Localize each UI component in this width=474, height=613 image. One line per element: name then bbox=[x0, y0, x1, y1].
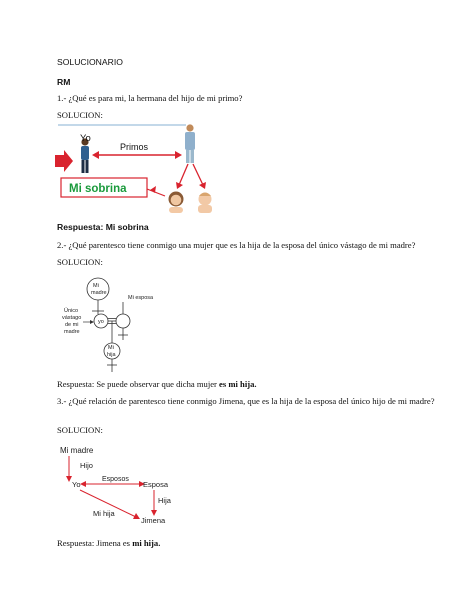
q3-solution-label: SOLUCION: bbox=[57, 425, 103, 435]
section-heading: RM bbox=[57, 77, 71, 87]
esposos-arrow-left-icon bbox=[80, 481, 86, 487]
q2-mi-hija-line2: hija bbox=[107, 352, 116, 358]
q3-jimena-label: Jimena bbox=[141, 516, 166, 525]
q2-question: 2.- ¿Qué parentesco tiene conmigo una mujer que es la hija de la esposa del único vástago de mi madre? bbox=[57, 240, 416, 250]
q2-unico-line1: Único bbox=[64, 308, 79, 314]
q3-esposos-label: Esposos bbox=[102, 476, 129, 483]
q2-mi-madre-line2: madre bbox=[91, 290, 107, 296]
q2-solution-label: SOLUCION: bbox=[57, 257, 103, 267]
q2-unico-line4: madre bbox=[64, 329, 80, 335]
q3-esposa-label: Esposa bbox=[143, 480, 169, 489]
q1-primos-label: Primos bbox=[120, 142, 149, 152]
document-title: SOLUCIONARIO bbox=[57, 57, 123, 67]
q3-yo-label: Yo bbox=[72, 480, 81, 489]
q1-result-label: Mi sobrina bbox=[69, 183, 127, 195]
q2-answer-text: Respuesta: Se puede observar que dicha mujer bbox=[57, 379, 220, 389]
q3-mi-hija-label: Mi hija bbox=[93, 509, 115, 518]
q2-mi-madre-line1: Mi bbox=[93, 283, 99, 289]
q3-mi-madre-label: Mi madre bbox=[60, 446, 94, 455]
q3-answer-text: Respuesta: Jimena es bbox=[57, 538, 133, 548]
q2-unico-line3: de mi bbox=[65, 322, 79, 328]
q3-answer-bold: mi hija. bbox=[132, 538, 161, 548]
q1-yo-label: Yo bbox=[80, 133, 91, 144]
q2-answer-bold: es mi hija. bbox=[219, 379, 257, 389]
q2-mi-esposa-label: Mi esposa bbox=[128, 295, 154, 301]
q1-answer-value: Mi sobrina bbox=[105, 222, 149, 232]
q1-answer-label: Respuesta: bbox=[57, 222, 104, 232]
q2-yo-label: yo bbox=[98, 319, 104, 325]
q3-question: 3.- ¿Qué relación de parentesco tiene conmigo Jimena, que es la hija de la esposa del único hijo de mi madre? bbox=[57, 396, 435, 406]
q3-hija-label: Hija bbox=[158, 496, 171, 505]
q1-solution-label: SOLUCION: bbox=[57, 110, 103, 120]
q3-answer bbox=[57, 538, 160, 549]
q2-mi-hija-line1: Mi bbox=[108, 345, 114, 351]
q2-unico-line2: vástago bbox=[62, 315, 82, 321]
q3-hijo-label: Hijo bbox=[80, 461, 93, 470]
q1-question: 1.- ¿Qué es para mi, la hermana del hijo de mi primo? bbox=[57, 93, 243, 103]
